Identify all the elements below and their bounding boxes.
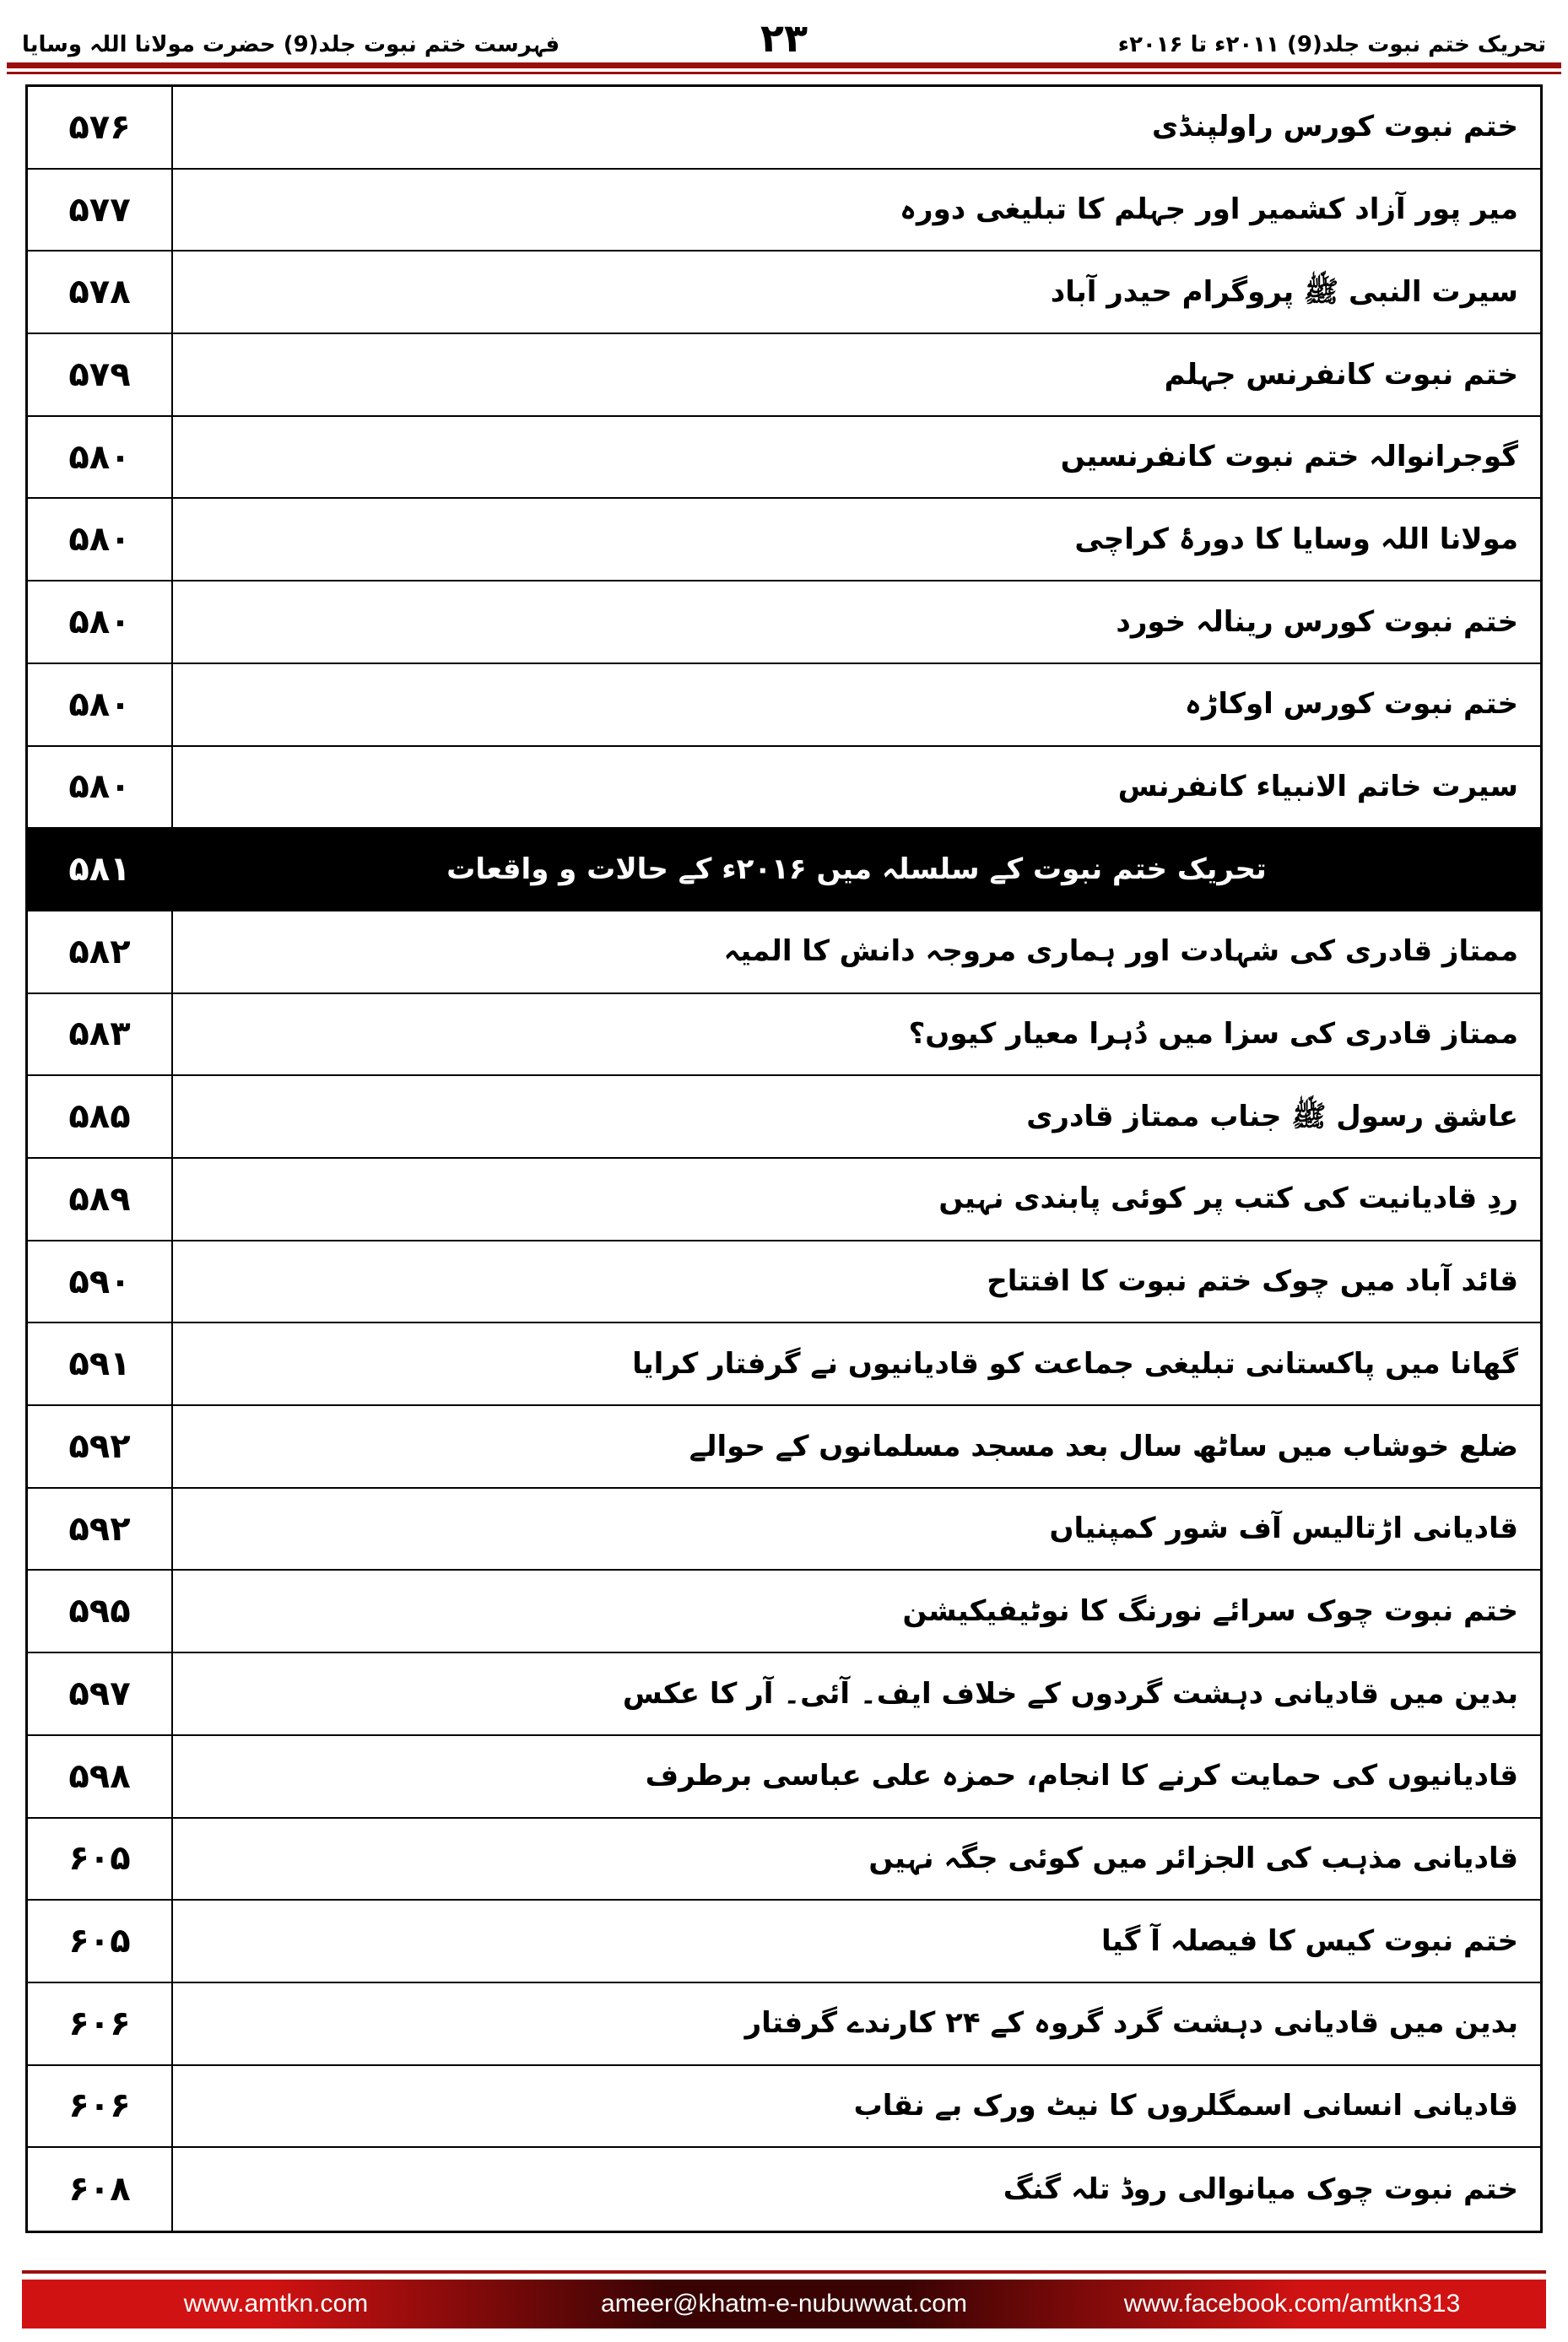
toc-row: [28, 1983, 1540, 2066]
toc-row: [28, 1159, 1540, 1241]
toc-row: [28, 1406, 1540, 1489]
toc-row: [28, 252, 1540, 334]
toc-entry-title: ممتاز قادری کی شہادت اور ہماری مروجہ دانش کا المیہ: [723, 934, 1518, 969]
header-rule: [7, 62, 1561, 74]
footer-bar: [22, 2280, 1546, 2328]
toc-section-banner-row: [28, 829, 1540, 911]
footer-email-link[interactable]: ameer@khatm-e-nubuwwat.com: [601, 2290, 967, 2318]
toc-row: [28, 170, 1540, 252]
toc-row: [28, 1323, 1540, 1406]
toc-page-number: ۵۹۵: [28, 1571, 173, 1652]
header-right-title: تحریک ختم نبوت جلد(9) ۲۰۱۱ء تا ۲۰۱۶ء: [1117, 32, 1546, 57]
toc-entry-title: مولانا اللہ وسایا کا دورۂ کراچی: [1074, 522, 1518, 556]
toc-page-number: ۵۸۰: [28, 747, 173, 828]
toc-page-number: ۶۰۸: [28, 2148, 173, 2231]
toc-page-number: ۵۹۱: [28, 1323, 173, 1404]
toc-page-number: ۵۸۰: [28, 581, 173, 663]
toc-entry-title: ختم نبوت چوک سرائے نورنگ کا نوٹیفیکیشن: [902, 1593, 1518, 1628]
footer-website-link[interactable]: www.amtkn.com: [183, 2290, 369, 2318]
toc-page-number: ۵۷۶: [28, 87, 173, 168]
toc-page-number: ۵۸۰: [28, 664, 173, 745]
toc-page-number: ۵۸۳: [28, 994, 173, 1075]
toc-row: [28, 1736, 1540, 1819]
toc-entry-title: گوجرانوالہ ختم نبوت کانفرنسیں: [1060, 440, 1518, 474]
toc-entry-title: ختم نبوت چوک میانوالی روڈ تلہ گنگ: [1003, 2172, 1518, 2206]
footer-zone: [0, 2233, 1568, 2342]
footer-rule: [22, 2270, 1546, 2274]
header-rule-thick: [7, 62, 1561, 68]
toc-entry-title: گھانا میں پاکستانی تبلیغی جماعت کو قادیانیوں نے گرفتار کرایا: [632, 1346, 1518, 1381]
toc-page-number: ۵۸۹: [28, 1159, 173, 1240]
toc-entry-title: بدین میں قادیانی دہشت گردوں کے خلاف ایف۔ آئی۔ آر کا عکس: [622, 1676, 1518, 1711]
toc-entry-title: ختم نبوت کورس رینالہ خورد: [1116, 604, 1518, 639]
toc-page-number: ۵۸۱: [28, 829, 173, 910]
toc-row: [28, 994, 1540, 1077]
toc-entry-title: میر پور آزاد کشمیر اور جہلم کا تبلیغی دورہ: [900, 192, 1518, 227]
toc-entry-title: قادیانیوں کی حمایت کرنے کا انجام، حمزہ علی عباسی برطرف: [645, 1759, 1518, 1793]
toc-entry-title: ختم نبوت کیس کا فیصلہ آ گیا: [1101, 1923, 1518, 1958]
toc-entry-title: ختم نبوت کورس راولپنڈی: [1152, 110, 1518, 144]
footer-facebook-link[interactable]: www.facebook.com/amtkn313: [1123, 2290, 1461, 2318]
toc-page-number: ۵۹۸: [28, 1736, 173, 1817]
toc-entry-title: بدین میں قادیانی دہشت گرد گروہ کے ۲۴ کارندے گرفتار: [744, 2006, 1518, 2041]
toc-row: [28, 87, 1540, 170]
toc-page-number: ۶۰۶: [28, 1983, 173, 2064]
toc-row: [28, 581, 1540, 664]
toc-entry-title: تحریک ختم نبوت کے سلسلہ میں ۲۰۱۶ء کے حالات و واقعات: [446, 852, 1267, 886]
toc-page-number: ۶۰۶: [28, 2066, 173, 2147]
toc-page-number: ۵۹۲: [28, 1406, 173, 1487]
toc-row: [28, 417, 1540, 500]
toc-entry-title: قادیانی انسانی اسمگلروں کا نیٹ ورک بے نقاب: [853, 2089, 1518, 2123]
toc-row: [28, 747, 1540, 830]
toc-row: [28, 1653, 1540, 1736]
toc-row: [28, 1571, 1540, 1653]
toc-page-number: ۵۸۰: [28, 417, 173, 498]
toc-page-number: ۵۷۷: [28, 170, 173, 251]
page-header: [0, 0, 1568, 61]
toc-entry-title: سیرت النبی ﷺ پروگرام حیدر آباد: [1050, 274, 1518, 309]
toc-row: [28, 911, 1540, 994]
toc-entry-title: عاشق رسول ﷺ جناب ممتاز قادری: [1026, 1099, 1518, 1133]
toc-entry-title: ردِ قادیانیت کی کتب پر کوئی پابندی نہیں: [938, 1182, 1518, 1216]
toc-entry-title: ممتاز قادری کی سزا میں دُہرا معیار کیوں؟: [908, 1017, 1518, 1052]
toc-row: [28, 1489, 1540, 1571]
toc-entry-title: قادیانی اڑتالیس آف شور کمپنیاں: [1049, 1512, 1518, 1546]
toc-page-number: ۵۹۲: [28, 1489, 173, 1570]
toc-row: [28, 334, 1540, 417]
toc-row: [28, 2066, 1540, 2149]
toc-entry-title: سیرت خاتم الانبیاء کانفرنس: [1117, 769, 1518, 803]
toc-entry-title: ضلع خوشاب میں ساٹھ سال بعد مسجد مسلمانوں کے حوالے: [689, 1429, 1518, 1463]
toc-row: [28, 664, 1540, 747]
toc-row: [28, 1241, 1540, 1324]
header-rule-thin: [7, 72, 1561, 74]
toc-entry-title: ختم نبوت کورس اوکاڑہ: [1184, 687, 1518, 722]
toc-row: [28, 2148, 1540, 2231]
toc-page-number: ۵۹۷: [28, 1653, 173, 1734]
toc-row: [28, 1076, 1540, 1159]
toc-page-number: ۵۹۰: [28, 1241, 173, 1322]
toc-row: [28, 1819, 1540, 1901]
toc-page-number: ۶۰۵: [28, 1819, 173, 1900]
header-left-title: فہرست ختم نبوت جلد(9) حضرت مولانا اللہ وسایا: [22, 32, 560, 57]
toc-page-number: ۵۸۰: [28, 499, 173, 580]
toc-entry-title: قائد آباد میں چوک ختم نبوت کا افتتاح: [987, 1264, 1518, 1299]
toc-page-number: ۵۸۲: [28, 911, 173, 993]
toc-row: [28, 499, 1540, 581]
toc-entry-title: ختم نبوت کانفرنس جہلم: [1164, 357, 1518, 392]
toc-row: [28, 1901, 1540, 1983]
toc-entry-title: قادیانی مذہب کی الجزائر میں کوئی جگہ نہیں: [868, 1841, 1518, 1875]
toc-page-number: ۶۰۵: [28, 1901, 173, 1982]
page-number: ۲۳: [760, 15, 808, 61]
toc-table: [25, 84, 1543, 2233]
toc-page-number: ۵۷۸: [28, 252, 173, 333]
toc-page-number: ۵۸۵: [28, 1076, 173, 1157]
toc-page-number: ۵۷۹: [28, 334, 173, 415]
